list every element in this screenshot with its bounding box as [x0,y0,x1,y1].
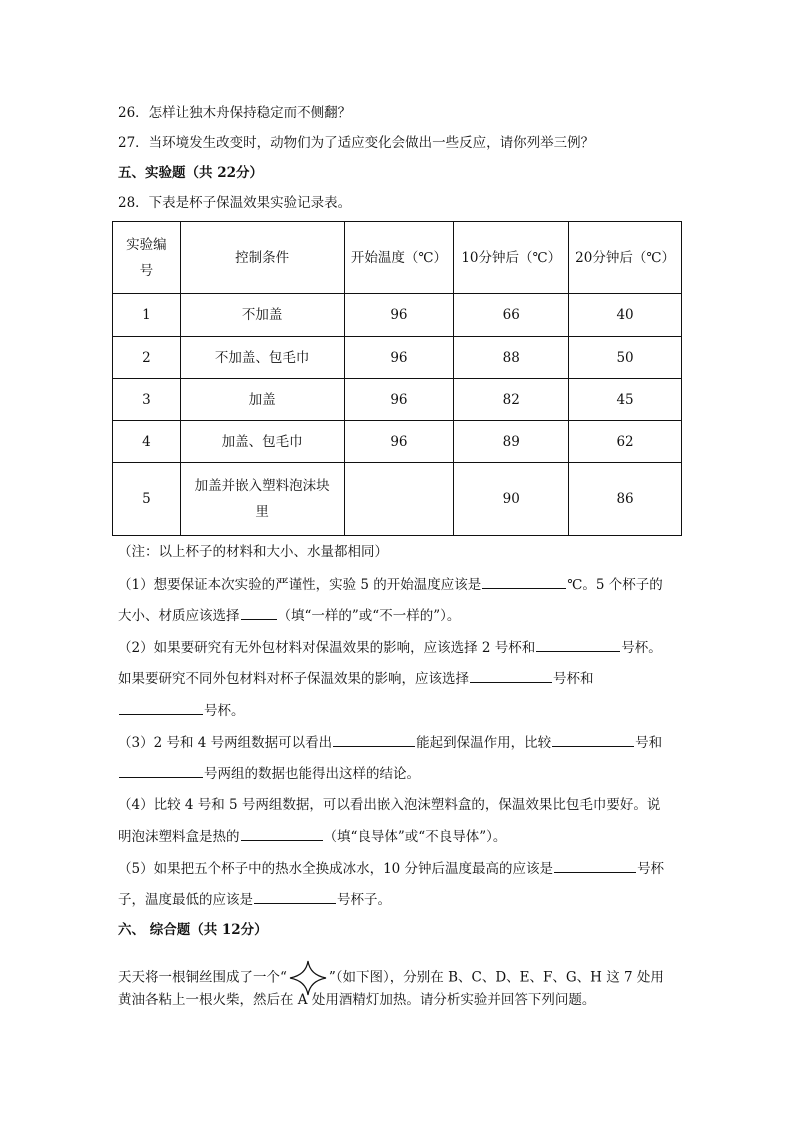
table-cell: 加盖、包毛巾 [180,421,344,463]
table-cell-empty [344,463,454,536]
table-row [113,294,682,337]
text: ”（如下图），分别在 B、C、D、E、F、G、H 这 7 处用 [328,969,664,986]
answer-blank[interactable] [119,763,203,778]
table-cell: 加盖 [180,379,344,421]
text: 天天将一根铜丝围成了一个“ [118,969,287,986]
sub-question-1-line-1 [118,574,688,595]
section-6-paragraph-line-2: 黄油各粘上一根火柴，然后在 A 处用酒精灯加热。请分析实验并回答下列问题。 [118,992,596,1008]
text: 能起到保温作用，比较 [416,735,552,751]
answer-blank[interactable] [241,826,323,841]
table-cell: 45 [569,379,682,421]
text: 明泡沫塑料盒是热的 [118,829,240,845]
text: （5）如果把五个杯子中的热水全换成冰水，10 分钟后温度最高的应该是 [118,861,554,877]
table-cell: 3 [113,379,181,421]
answer-blank[interactable] [482,574,566,589]
header-cell: 20分钟后（℃） [569,222,682,294]
answer-blank[interactable] [552,732,634,747]
answer-blank[interactable] [254,889,336,904]
header-cell: 控制条件 [180,222,344,294]
text: （填“良导体”或“不良导体”）。 [323,829,507,845]
text: 如果要研究不同外包材料对杯子保温效果的影响，应该选择 [118,671,469,687]
text: 号杯。 [621,640,662,656]
table-cell: 5 [113,463,181,536]
text: 号杯 [637,861,665,877]
table-cell: 86 [569,463,682,536]
section-6-title: 六、 综合题（共 12分） [118,922,268,938]
text: 号杯和 [553,671,594,687]
text: ℃。5 个杯子的 [567,577,663,593]
table-cell: 88 [454,337,569,379]
table-cell: 不加盖 [180,294,344,337]
table-cell: 1 [113,294,181,337]
text: （2）如果要研究有无外包材料对保温效果的影响，应该选择 2 号杯和 [118,640,536,656]
header-line: 号 [139,262,154,279]
header-cell: 开始温度（℃） [344,222,454,294]
table-row [113,379,682,421]
cell-line: 加盖并嵌入塑料泡沫块 [194,478,330,494]
table-cell: 89 [454,421,569,463]
answer-blank[interactable] [536,637,620,652]
text: （1）想要保证本次实验的严谨性，实验 5 的开始温度应该是 [118,577,482,593]
text: 号两组的数据也能得出这样的结论。 [204,766,420,782]
sub-question-2-line-1 [118,637,688,658]
header-line: 实验编 [126,236,167,253]
table-cell: 4 [113,421,181,463]
question-27: 27．当环境发生改变时，动物们为了适应变化会做出一些反应，请你列举三例？ [118,135,595,151]
table-note: （注：以上杯子的材料和大小、水量都相同） [118,544,388,560]
table-row [113,337,682,379]
text: 号和 [635,735,663,751]
sub-question-3-line-1 [118,732,688,753]
table-row [113,463,682,536]
sub-question-4-line-1: （4）比较 4 号和 5 号两组数据，可以看出嵌入泡沫塑料盒的，保温效果比包毛巾要好。说 [118,797,661,813]
sub-question-4-line-2 [118,826,688,847]
section-5-title: 五、实验题（共 22分） [118,165,263,181]
table-cell: 66 [454,294,569,337]
table-row [113,421,682,463]
table-cell: 不加盖、包毛巾 [180,337,344,379]
table-header-row [113,222,682,294]
sub-question-1-line-2 [118,605,688,626]
table-cell [180,463,344,536]
sub-question-2-line-2 [118,668,688,689]
sub-question-2-line-3 [118,700,688,721]
table-cell: 2 [113,337,181,379]
table-cell: 50 [569,337,682,379]
answer-blank[interactable] [554,858,636,873]
table-cell: 90 [454,463,569,536]
table-cell: 96 [344,421,454,463]
table-cell: 82 [454,379,569,421]
table-cell: 96 [344,294,454,337]
table-cell: 40 [569,294,682,337]
question-26: 26．怎样让独木舟保持稳定而不侧翻？ [118,105,352,121]
cell-line: 里 [255,504,269,520]
text: （3）2 号和 4 号两组数据可以看出 [118,735,333,751]
header-cell: 10分钟后（℃） [454,222,569,294]
sub-question-3-line-2 [118,763,688,784]
answer-blank[interactable] [333,732,415,747]
sub-question-5-line-1 [118,858,688,879]
table-cell: 62 [569,421,682,463]
header-cell [113,222,181,294]
experiment-record-table [112,221,682,536]
table-cell: 96 [344,379,454,421]
text: 子，温度最低的应该是 [118,892,253,908]
text: 号杯子。 [337,892,391,908]
answer-blank[interactable] [119,700,203,715]
sub-question-5-line-2 [118,889,688,910]
text: （填“一样的”或“不一样的”）。 [277,608,461,624]
text: 号杯。 [204,703,245,719]
table-cell: 96 [344,337,454,379]
text: 大小、材质应该选择 [118,608,240,624]
question-28: 28．下表是杯子保温效果实验记录表。 [118,195,352,211]
answer-blank[interactable] [470,668,552,683]
answer-blank[interactable] [241,605,277,620]
